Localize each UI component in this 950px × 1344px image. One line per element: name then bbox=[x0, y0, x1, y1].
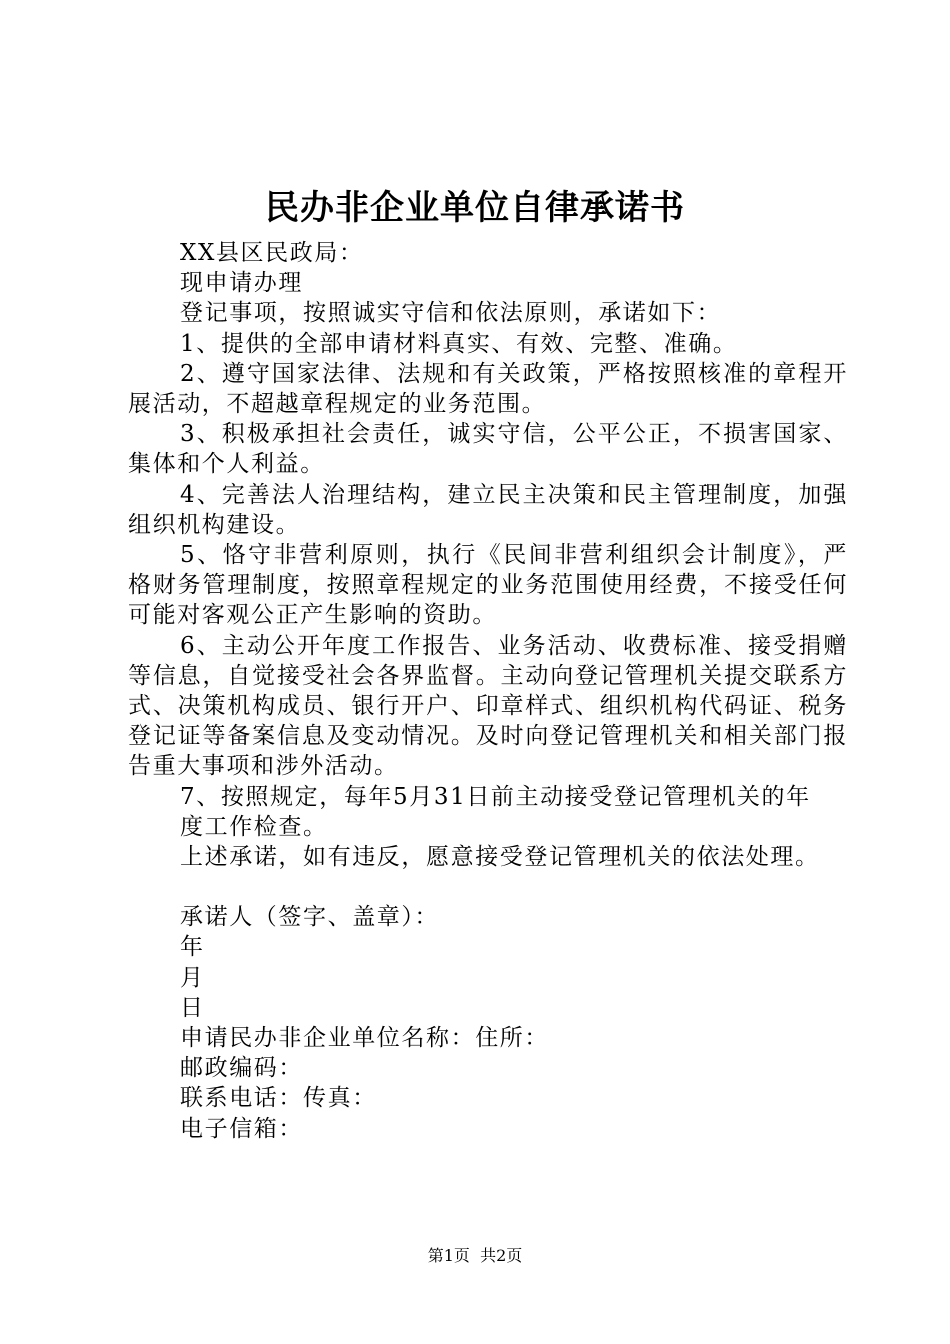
email-field: 电子信箱： bbox=[180, 1115, 303, 1142]
document-body bbox=[128, 238, 848, 1144]
commitment-item-3: 3、积极承担社会责任，诚实守信，公平公正，不损害国家、集体和个人利益。 bbox=[128, 421, 848, 478]
intro-line-2: 登记事项，按照诚实守信和依法原则，承诺如下： bbox=[180, 300, 722, 327]
commitment-item-1: 1、提供的全部申请材料真实、有效、完整、准确。 bbox=[180, 330, 738, 357]
phone-fax-field: 联系电话：传真： bbox=[180, 1085, 377, 1112]
salutation: XX县区民政局： bbox=[180, 240, 364, 266]
org-name-address-field: 申请民办非企业单位名称：住所： bbox=[180, 1025, 549, 1052]
commitment-item-2: 2、遵守国家法律、法规和有关政策，严格按照核准的章程开展活动，不超越章程规定的业务范围。 bbox=[128, 360, 848, 418]
commitment-item-4: 4、完善法人治理结构，建立民主决策和民主管理制度，加强组织机构建设。 bbox=[128, 481, 848, 538]
signer-label: 承诺人（签字、盖章）： bbox=[180, 904, 440, 931]
document-title: 民办非企业单位自律承诺书 bbox=[265, 188, 685, 228]
closing-statement: 上述承诺，如有违反，愿意接受登记管理机关的依法处理。 bbox=[180, 844, 820, 871]
date-year: 年 bbox=[180, 934, 205, 961]
commitment-item-7: 7、按照规定，每年5月31日前主动接受登记管理机关的年 bbox=[180, 783, 811, 810]
page-number: 第1页 bbox=[427, 1246, 470, 1265]
commitment-item-5: 5、恪守非营利原则，执行《民间非营利组织会计制度》，严格财务管理制度，按照章程规定的业务范围使用经费，不接受任何可能对客观公正产生影响的资助。 bbox=[128, 542, 848, 629]
date-day: 日 bbox=[180, 994, 205, 1021]
postal-code-field: 邮政编码： bbox=[180, 1055, 303, 1082]
commitment-item-7-continued: 度工作检查。 bbox=[180, 813, 328, 840]
intro-line-1: 现申请办理 bbox=[180, 270, 303, 297]
page-total: 共2页 bbox=[480, 1246, 523, 1265]
commitment-item-6: 6、主动公开年度工作报告、业务活动、收费标准、接受捐赠等信息，自觉接受社会各界监督。主动向登记管理机关提交联系方式、决策机构成员、银行开户、印章样式、组织机构代码证、税务登记证等备案信息及变动情况。及时向登记管理机关和相关部门报告重大事项和涉外活动。 bbox=[128, 632, 848, 780]
date-month: 月 bbox=[180, 964, 205, 991]
spacer bbox=[128, 872, 848, 902]
page-footer bbox=[0, 1245, 950, 1267]
